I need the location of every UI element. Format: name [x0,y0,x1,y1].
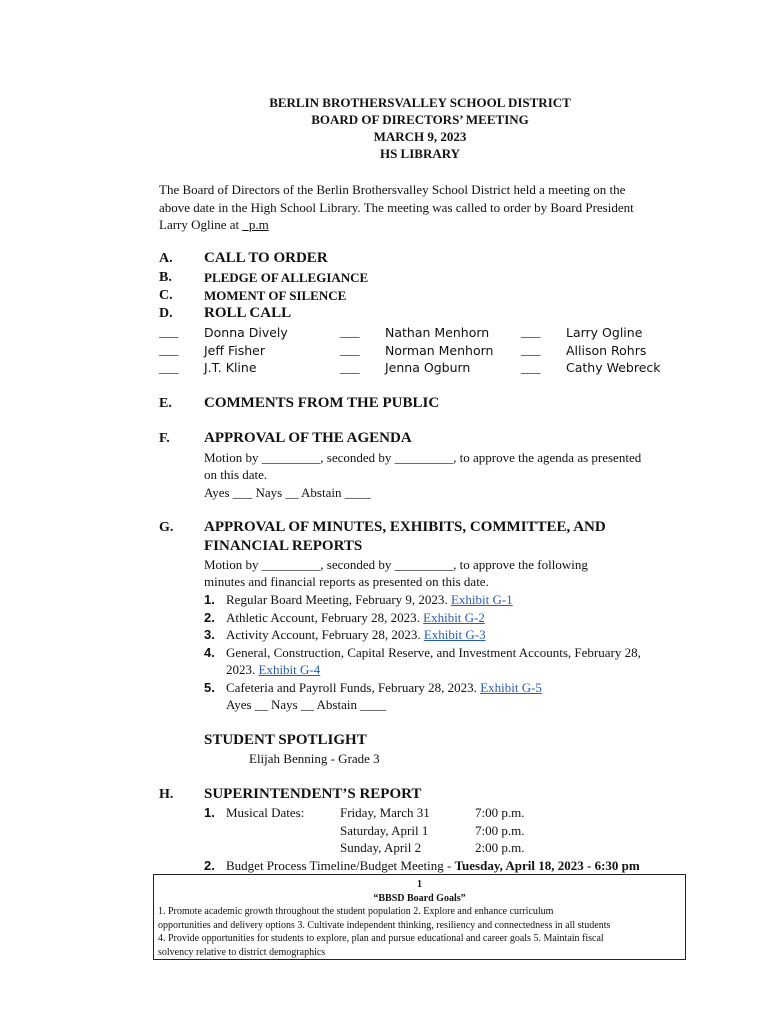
roll-member: Donna Dively [204,325,288,340]
roll-blank[interactable]: ___ [521,360,541,375]
board-goals-line-3: 4. Provide opportunities for students to explore, plan and pursue educational and career goals 5. Maintain fiscal [158,933,604,944]
roll-blank[interactable]: ___ [521,324,541,339]
budget-meeting-date: Tuesday, April 18, 2023 - 6:30 pm [454,858,640,873]
board-goals-line-1: 1. Promote academic growth throughout the student population 2. Explore and enhance curriculum [158,906,554,917]
list-item-number: 3. [204,627,215,642]
section-c-letter: C. [159,288,173,303]
roll-blank[interactable]: ___ [159,360,179,375]
list-item-number: 1. [204,592,215,607]
list-item [226,627,486,643]
roll-blank[interactable]: ___ [159,342,179,357]
musical-date-time: 7:00 p.m. [475,805,525,820]
section-d-letter: D. [159,306,173,321]
exhibit-g3-link[interactable]: Exhibit G-3 [423,627,486,642]
section-d-title: ROLL CALL [204,305,292,321]
budget-meeting-text: Budget Process Timeline/Budget Meeting - [226,858,455,873]
list-item-number: 2. [204,610,215,625]
exhibit-g4-link[interactable]: Exhibit G-4 [258,662,321,677]
list-item-text: Cafeteria and Payroll Funds, February 28, 2023. [226,680,481,695]
list-item-text: General, Construction, Capital Reserve, and Investment Accounts, February 28, [226,645,641,660]
exhibit-g2-link[interactable]: Exhibit G-2 [423,610,485,625]
list-item [226,610,485,626]
board-goals-title: “BBSD Board Goals” [373,892,466,904]
roll-member: Cathy Webreck [566,360,661,375]
roll-member: Nathan Menhorn [385,325,490,340]
musical-dates-label: Musical Dates: [226,805,305,820]
roll-member: J.T. Kline [204,360,257,375]
board-goals-footer [153,874,686,960]
exhibit-g5-link[interactable]: Exhibit G-5 [480,680,542,695]
roll-member: Allison Rohrs [566,343,647,358]
spotlight-title: STUDENT SPOTLIGHT [204,732,367,748]
section-g-title-1: APPROVAL OF MINUTES, EXHIBITS, COMMITTEE, AND [204,519,606,535]
minutes-motion-line-1: Motion by _________, seconded by _________, to approve the following [204,557,588,572]
minutes-vote: Ayes __ Nays __ Abstain ____ [226,697,387,712]
roll-member: Norman Menhorn [385,343,494,358]
musical-date-day: Saturday, April 1 [340,823,429,838]
page-number: 1 [417,879,422,890]
roll-member: Jenna Ogburn [385,360,471,375]
list-item-text: 2023. [226,662,259,677]
board-goals-line-4: solvency relative to district demographics [158,946,326,958]
section-f-title: APPROVAL OF THE AGENDA [204,430,412,446]
agenda-motion-line-2: on this date. [204,467,268,482]
musical-date-day: Sunday, April 2 [340,840,422,855]
roll-blank[interactable]: ___ [340,342,360,357]
minutes-motion-line-2: minutes and financial reports as presented on this date. [204,574,489,589]
budget-meeting-item [226,858,640,874]
exhibit-g1-link[interactable]: Exhibit G-1 [450,592,513,607]
list-item [226,592,513,608]
roll-blank[interactable]: ___ [340,324,360,339]
section-g-letter: G. [159,520,174,535]
section-a-title: CALL TO ORDER [204,250,328,266]
list-item-number: 1. [204,805,215,820]
roll-member: Larry Ogline [566,325,643,340]
header-district: BERLIN BROTHERSVALLEY SCHOOL DISTRICT [269,95,571,110]
section-h-title: SUPERINTENDENT’S REPORT [204,786,422,802]
intro-line-1: The Board of Directors of the Berlin Brothersvalley School District held a meeting on the [159,182,626,197]
section-b-title: PLEDGE OF ALLEGIANCE [204,270,369,285]
list-item [226,662,320,678]
agenda-vote: Ayes ___ Nays __ Abstain ____ [204,485,371,500]
header-location: HS LIBRARY [379,146,461,161]
list-item-number: 2. [204,858,215,873]
list-item-text: Activity Account, February 28, 2023. [226,627,424,642]
musical-date-day: Friday, March 31 [340,805,430,820]
roll-blank[interactable]: ___ [521,342,541,357]
roll-blank[interactable]: ___ [340,360,360,375]
roll-member: Jeff Fisher [204,343,265,358]
section-f-letter: F. [159,431,170,446]
musical-date-time: 7:00 p.m. [475,823,525,838]
header-date: MARCH 9, 2023 [373,129,467,144]
list-item-number: 4. [204,645,215,660]
list-item-text: Athletic Account, February 28, 2023. [226,610,424,625]
agenda-motion-line-1: Motion by _________, seconded by _________, to approve the agenda as presented [204,450,642,465]
section-c-title: MOMENT OF SILENCE [204,288,347,303]
board-goals-line-2: opportunities and delivery options 3. Cultivate independent thinking, resiliency and connectedness in all students [158,919,611,931]
intro-line-3 [159,216,699,233]
section-e-title: COMMENTS FROM THE PUBLIC [204,395,440,411]
intro-line-3-prefix: Larry Ogline at [159,217,243,232]
list-item-text: Regular Board Meeting, February 9, 2023. [226,592,451,607]
header-meeting: BOARD OF DIRECTORS’ MEETING [311,112,529,127]
list-item [226,680,542,696]
spotlight-student: Elijah Benning - Grade 3 [249,751,380,766]
intro-line-2: above date in the High School Library. The meeting was called to order by Board President [159,200,634,215]
section-b-letter: B. [159,270,172,285]
section-a-letter: A. [159,251,173,266]
section-h-letter: H. [159,787,174,802]
section-e-letter: E. [159,396,172,411]
list-item-number: 5. [204,680,215,695]
call-time: _p.m [242,217,269,232]
roll-blank[interactable]: ___ [159,324,179,339]
section-g-title-2: FINANCIAL REPORTS [204,538,363,554]
musical-date-time: 2:00 p.m. [475,840,525,855]
